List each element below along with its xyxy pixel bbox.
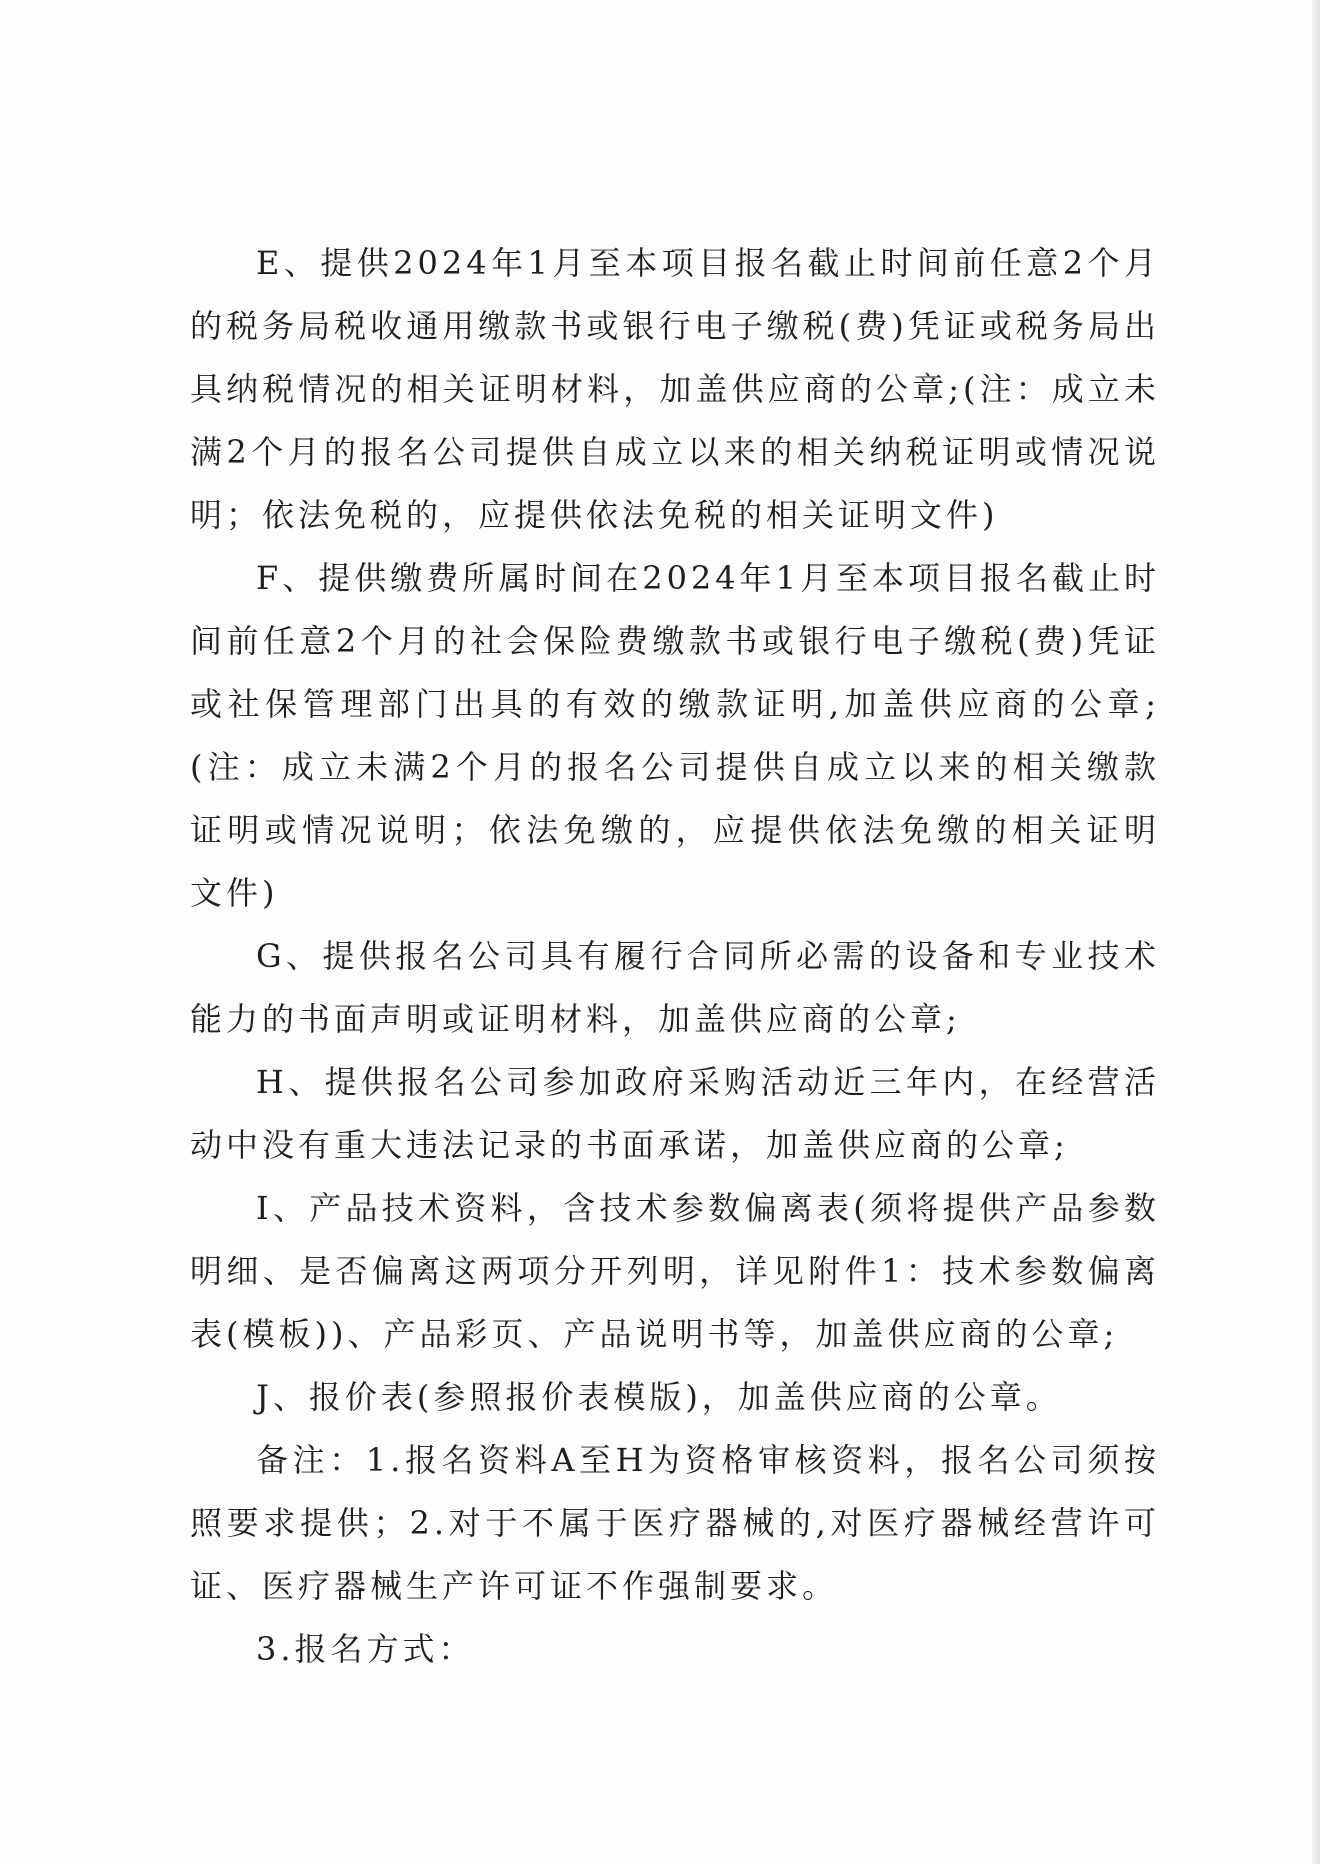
paragraph-item-h: H、提供报名公司参加政府采购活动近三年内，在经营活动中没有重大违法记录的书面承诺，加盖供应商的公章; <box>190 1063 1160 1164</box>
page-edge <box>1312 0 1320 1864</box>
paragraph-item-f: F、提供缴费所属时间在2024年1月至本项目报名截止时间前任意2个月的社会保险费缴款书或银行电子缴税(费)凭证或社保管理部门出具的有效的缴款证明,加盖供应商的公章;(注：成立未满2个月的报名公司提供自成立以来的相关缴款证明或情况说明；依法免缴的，应提供依法免缴的相关证明文件) <box>190 559 1161 912</box>
paragraph-item-e: E、提供2024年1月至本项目报名截止时间前任意2个月的税务局税收通用缴款书或银行电子缴税(费)凭证或税务局出具纳税情况的相关证明材料，加盖供应商的公章;(注：成立未满2个月的报名公司提供自成立以来的相关纳税证明或情况说明；依法免税的，应提供依法免税的相关证明文件) <box>190 244 1160 534</box>
paragraph-registration-method: 3.报名方式： <box>256 1630 475 1668</box>
paragraph-item-i: I、产品技术资料，含技术参数偏离表(须将提供产品参数明细、是否偏离这两项分开列明，详见附件1：技术参数偏离表(模板))、产品彩页、产品说明书等，加盖供应商的公章; <box>190 1189 1160 1353</box>
paragraph-remarks: 备注：1.报名资料A至H为资格审核资料，报名公司须按照要求提供；2.对于不属于医疗器械的,对医疗器械经营许可证、医疗器械生产许可证不作强制要求。 <box>190 1441 1160 1605</box>
document-body <box>190 232 1160 1681</box>
paragraph-item-g: G、提供报名公司具有履行合同所必需的设备和专业技术能力的书面声明或证明材料，加盖供应商的公章; <box>190 937 1160 1038</box>
paragraph-item-j: J、报价表(参照报价表模版)，加盖供应商的公章。 <box>256 1378 1062 1416</box>
